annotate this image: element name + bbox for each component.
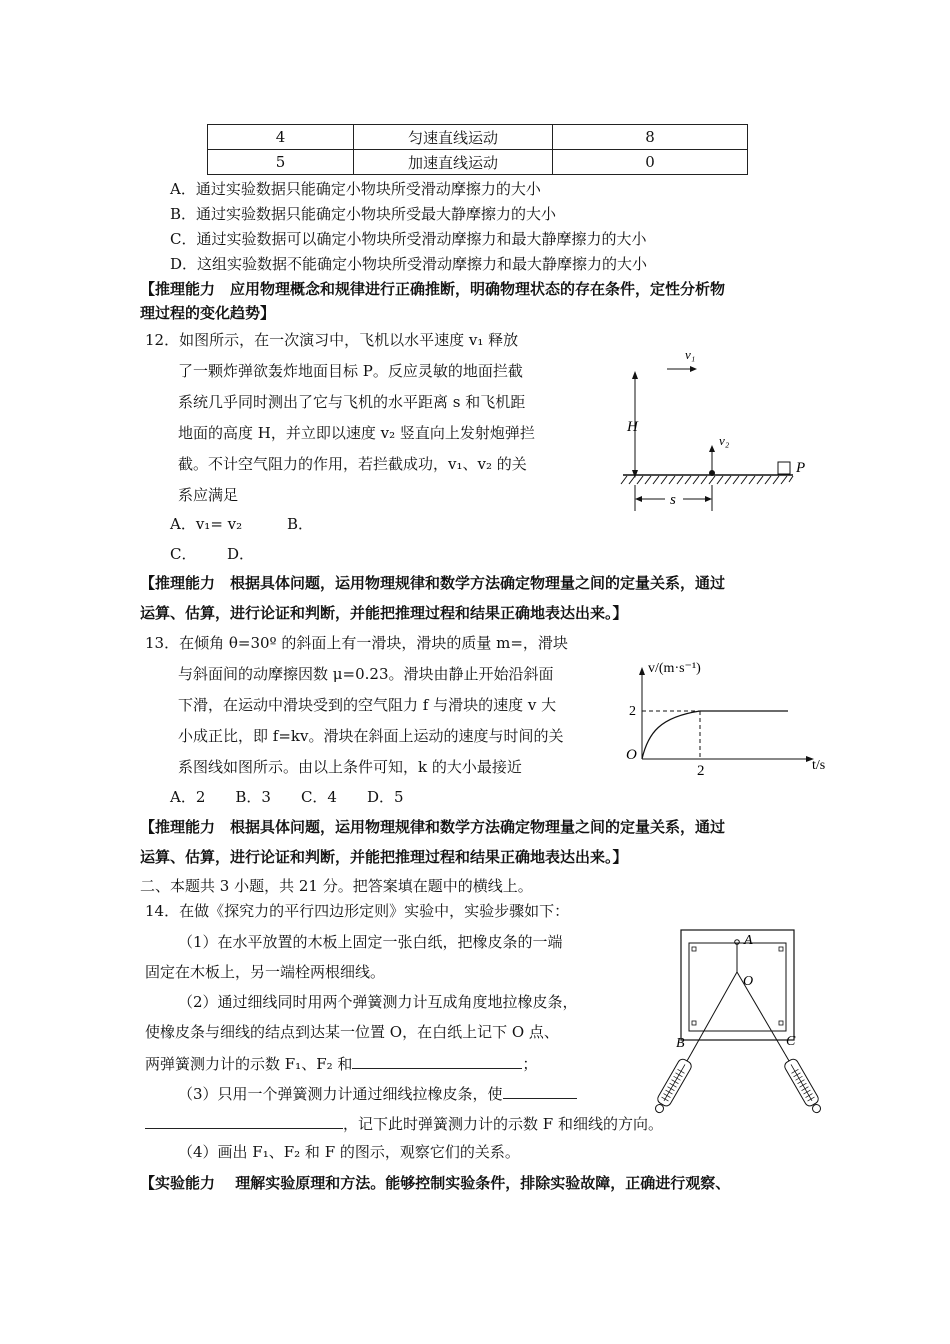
q13-options: A．2 B．3 C．4 D．5 — [170, 788, 404, 806]
q14-step: （1）在水平放置的木板上固定一张白纸，把橡皮条的一端 — [178, 933, 563, 951]
A-label: A — [744, 933, 753, 948]
target-box — [778, 462, 790, 474]
q12-option-d: D． — [227, 545, 255, 563]
answer-blank[interactable] — [145, 1112, 343, 1129]
string-left — [691, 972, 737, 1054]
H-label: H — [627, 419, 638, 435]
q14-step: （4）画出 F₁、F₂ 和 F 的图示，观察它们的关系。 — [178, 1143, 520, 1161]
table-cell: 0 — [553, 150, 748, 175]
q14-step-blank-line — [145, 1112, 663, 1134]
section-heading: 二、本题共 3 小题，共 21 分。把答案填在题中的横线上。 — [140, 877, 533, 895]
ability-tag-line: 【推理能力 根据具体问题，运用物理规律和数学方法确定物理量之间的定量关系，通过 — [140, 818, 726, 836]
q13-line: 小成正比，即 f=kv。滑块在斜面上运动的速度与时间的关 — [178, 727, 564, 745]
q14-step-text: 两弹簧测力计的示数 F₁、F₂ 和 — [145, 1055, 353, 1073]
q11-option-b: B．通过实验数据只能确定小物块所受最大静摩擦力的大小 — [170, 205, 557, 223]
answer-blank[interactable] — [503, 1082, 577, 1099]
origin-label: O — [626, 747, 637, 763]
table-cell: 4 — [208, 125, 354, 150]
spring-scale-left — [651, 1051, 697, 1116]
q13-line: 13．在倾角 θ=30º 的斜面上有一滑块，滑块的质量 m=，滑块 — [145, 634, 568, 652]
q11-option-a: A．通过实验数据只能确定小物块所受滑动摩擦力的大小 — [170, 180, 541, 198]
q14-step-blank-line — [178, 1082, 577, 1104]
table-row — [208, 150, 748, 175]
y-tick-label: 2 — [629, 704, 636, 719]
string-right — [737, 972, 785, 1054]
force-experiment-diagram — [636, 926, 836, 1116]
ability-tag-line: 【推理能力 根据具体问题，运用物理规律和数学方法确定物理量之间的定量关系，通过 — [140, 574, 726, 592]
s-arrow-left-head — [635, 496, 642, 502]
height-arrow-up — [632, 371, 638, 379]
anchor-point-A — [735, 940, 740, 945]
q11-option-c: C．通过实验数据可以确定小物块所受滑动摩擦力和最大静摩擦力的大小 — [170, 230, 647, 248]
x-tick-label: 2 — [697, 763, 705, 779]
q12-line: 了一颗炸弹欲轰炸地面目标 P。反应灵敏的地面拦截 — [178, 362, 523, 380]
table-cell: 5 — [208, 150, 354, 175]
y-axis-label: v/(m·s⁻¹) — [648, 661, 701, 676]
v1-arrow-head — [690, 366, 697, 372]
ability-tag-line: 理过程的变化趋势】 — [140, 304, 276, 322]
q13-line: 下滑，在运动中滑块受到的空气阻力 f 与滑块的速度 v 大 — [178, 696, 557, 714]
P-label: P — [796, 460, 806, 476]
q14-intro: 14．在做《探究力的平行四边形定则》实验中，实验步骤如下： — [145, 902, 570, 920]
velocity-time-graph — [620, 655, 835, 780]
table-cell: 匀速直线运动 — [354, 125, 553, 150]
interception-diagram — [615, 345, 815, 515]
data-table — [207, 124, 748, 175]
ability-tag-line: 运算、估算，进行论证和判断，并能把推理过程和结果正确地表达出来。】 — [140, 604, 628, 622]
answer-blank[interactable] — [352, 1052, 522, 1069]
v1-label: v₁ — [685, 347, 696, 362]
ability-tag-line: 【推理能力 应用物理概念和规律进行正确推断，明确物理状态的存在条件，定性分析物 — [140, 280, 726, 298]
q12-option-a: A．v₁= v₂ — [170, 515, 243, 533]
q14-step: （2）通过细线同时用两个弹簧测力计互成角度地拉橡皮条， — [178, 993, 578, 1011]
v2-label: v₂ — [719, 433, 730, 448]
C-label: C — [786, 1034, 796, 1049]
velocity-curve — [642, 711, 700, 759]
s-arrow-right-head — [705, 496, 712, 502]
B-label: B — [676, 1036, 685, 1051]
q12-line: 系应满足 — [178, 486, 239, 504]
q12-line: 系统几乎同时测出了它与飞机的水平距离 s 和飞机距 — [178, 393, 526, 411]
q12-option-c: C． — [170, 545, 197, 563]
table-cell: 加速直线运动 — [354, 150, 553, 175]
q14-step: 使橡皮条与细线的结点到达某一位置 O，在白纸上记下 O 点、 — [145, 1023, 559, 1041]
table-row — [208, 125, 748, 150]
O-label: O — [743, 974, 754, 989]
v2-arrow-head — [709, 445, 715, 452]
q14-step-text: ； — [522, 1055, 538, 1073]
ability-tag-line: 【实验能力 理解实验原理和方法。能够控制实验条件，排除实验故障，正确进行观察、 — [140, 1174, 731, 1192]
q14-step: 固定在木板上，另一端栓两根细线。 — [145, 963, 386, 981]
q12-option-b: B． — [287, 515, 314, 533]
q13-line: 系图线如图所示。由以上条件可知，k 的大小最接近 — [178, 758, 522, 776]
y-axis-arrow — [639, 667, 645, 675]
ground-hatch — [621, 476, 793, 484]
q14-step-text: ，记下此时弹簧测力计的示数 F 和细线的方向。 — [343, 1115, 663, 1133]
spring-scale-right — [779, 1051, 825, 1116]
q14-step-blank-line — [145, 1052, 537, 1074]
q12-line: 12．如图所示，在一次演习中，飞机以水平速度 v₁ 释放 — [145, 331, 519, 349]
q13-line: 与斜面间的动摩擦因数 μ=0.23。滑块由静止开始沿斜面 — [178, 665, 554, 683]
q12-line: 截。不计空气阻力的作用，若拦截成功，v₁、v₂ 的关 — [178, 455, 527, 473]
s-label: s — [670, 492, 676, 508]
x-axis-label: t/s — [812, 758, 826, 773]
q11-option-d: D．这组实验数据不能确定小物块所受滑动摩擦力和最大静摩擦力的大小 — [170, 255, 648, 273]
table-cell: 8 — [553, 125, 748, 150]
ability-tag-line: 运算、估算，进行论证和判断，并能把推理过程和结果正确地表达出来。】 — [140, 848, 628, 866]
q14-step-text: （3）只用一个弹簧测力计通过细线拉橡皮条，使 — [178, 1085, 503, 1103]
q12-line: 地面的高度 H，并立即以速度 v₂ 竖直向上发射炮弹拦 — [178, 424, 535, 442]
